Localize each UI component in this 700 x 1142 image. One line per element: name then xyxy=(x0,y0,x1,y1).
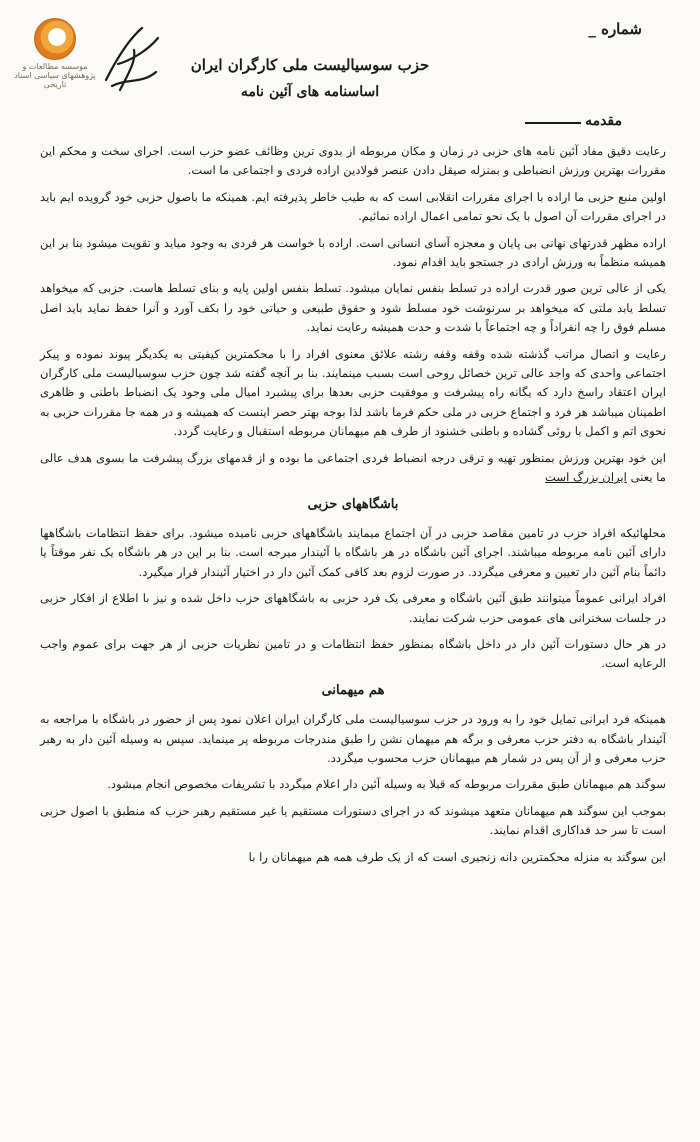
document-number-label: شماره _ xyxy=(588,20,642,38)
intro-paragraph: رعایت دقیق مفاد آئین نامه های حزبی در زمان و مکان مربوطه از بدوی ترین وظائف عضو حزب است. اجرای سخت و محکم این مقررات بهترین ورزش انضباطی و بمنزله صیقل دادن عنصر فولادین اراده فردی و اجتماعی ما است. xyxy=(40,144,666,178)
clubs-paragraph: افراد ایرانی عموماً میتوانند طبق آئین باشگاه و معرفی یک فرد حزبی به باشگاههای حزب داخل شده و نیز با اطلاع از افکار حزبی در جلسات سخنرانی های عمومی حزب شرکت نمایند. xyxy=(40,591,666,625)
clubs-paragraph: محلهائیکه افراد حزب در تامین مقاصد حزبی در آن اجتماع میمایند باشگاههای حزبی نامیده میشود. برای حفظ انتظامات باشگاهها دارای آئین نامه مربوطه میباشند. اجرای آئین باشگاه در هر باشگاه با آئیندار میرجه است. بنا بر این در هر باشگاه یک نفر موقتاً یا دائماً بنام آئین دار تعیین و معرفی میگردد. در صورت لزوم بعد کافی کمک آئین دار در اختیار آئیندار قرار میگیرد. xyxy=(40,525,666,579)
intro-paragraph: رعایت و اتصال مراتب گذشته شده وقفه وقفه رشته علائق معنوی افراد را با محکمترین کیفیتی به یکدیگر پیوند نموده و پیکر اجتماعی واحدی که واجد عالی ترین خصائل روحی است بسبب مینمایند. بنا بر آنچه گفته شد چون حزب سوسیالیست ملی کارگران ایران اعتقاد راسخ دارد که یگانه راه پیشرفت و موفقیت حزبی بعدها برای پیشبرد امیال ملی وجود یک انضباط باطنی و ظاهری اطمینان میباشد هر فرد و اجتماع حزبی در ملی حکم فرما باشد لذا بوجه بهتر حصر اینست که همیشه و در همه جا مقررات حزبی به نحوی اتم و اکمل با روئی گشاده و باطنی خشنود از طرف هم میهمانان مربوطه استقبال و رعایت گردد. xyxy=(40,346,666,439)
section-heading-clubs: باشگاههای حزبی xyxy=(307,496,399,512)
intro-last-text: این خود بهترین ورزش بمنظور تهیه و ترقی درجه انضباط فردی اجتماعی ما بوده و از قدمهای بزرگ پیشرفت ما بسوی هدف عالی ما یعنی xyxy=(40,450,666,485)
party-name: حزب سوسیالیست ملی کارگران ایران xyxy=(190,56,430,74)
document-body xyxy=(40,142,666,874)
intro-paragraph: اولین منبع حزبی ما اراده با اجرای مقررات انقلابی است که به طیب خاطر پذیرفته ایم. همینکه ما باصول حزبی خود گرویده ایم باید در اجرای مقررات آن اصول با یک نحو تمامی اعمال اراده نمائیم. xyxy=(40,189,666,224)
compatriot-paragraph: سوگند هم میهمانان طبق مقررات مربوطه که قبلا به وسیله آئین دار اعلام میگردد با تشریفات مخصوص انجام میشود. xyxy=(107,777,666,792)
compatriot-paragraph: بموجب این سوگند هم میهمانان متعهد میشوند که در اجرای دستورات مستقیم یا غیر مستقیم رهبر حزب که منطبق با اصول حزبی است تا سر حد فداکاری اقدام نمایند. xyxy=(40,803,666,838)
institute-logo-icon xyxy=(8,16,102,89)
logo-emblem xyxy=(34,18,76,60)
clubs-paragraph: در هر حال دستورات آئین دار در داخل باشگاه بمنظور حفظ انتظامات و در تامین نظریات حزبی از هر جهت برای عموم واجب الرعایه است. xyxy=(40,636,666,671)
compatriot-paragraph: همینکه فرد ایرانی تمایل خود را به ورود در حزب سوسیالیست ملی کارگران ایران اعلان نمود پس از حضور در باشگاه با مراجعه به آئیندار باشگاه به دفتر حزب معرفی و برگه هم میهمان نشن را طبق مندرجات مربوطه پر مینماید. سپس به وسیله آئین دار به رهبر حزب معرفی و از آن پس در شمار هم میهمانان حزب محسوب میگردد. xyxy=(40,712,666,765)
document-title: اساسنامه های آئین نامه xyxy=(240,84,380,100)
compatriot-paragraph: این سوگند به منزله محکمترین دانه زنجیری است که از یک طرف همه هم میهمانان را با xyxy=(248,849,666,864)
watermark-text: موسسه مطالعات و پژوهشهای سیاسی اسناد تاریخی xyxy=(14,62,96,89)
intro-paragraph: یکی از عالی ترین صور قدرت اراده در تسلط بنفس نمایان میشود. تسلط بنفس اولین پایه و بنای تسلط هاست. حزبی که میخواهد تسلط یابد ملتی که میخواهد بر سرنوشت خود مسلط شود و حقوق طبیعی و حیاتی خود را بکف آورد و آنرا حفظ نماید باید اصل مسلم فوق را چه انفراداً و چه اجتماعاً با شدت و حدت همیشه رعایت نماید. xyxy=(40,281,666,335)
handwritten-signature-icon xyxy=(98,20,168,98)
intro-paragraph xyxy=(40,449,666,488)
intro-paragraph: اراده مظهر قدرتهای نهانی بی پایان و معجزه آسای انسانی است. اراده با خواست هر فردی به وجود میاید و تقویت میشود بنا بر این همیشه منظماً به ورزش ارادی در جستجو باید اقدام نمود. xyxy=(40,235,666,270)
section-heading-compatriot: هم میهمانی xyxy=(321,682,385,698)
intro-heading: مقدمه xyxy=(585,113,622,129)
underlined-phrase: ایران بزرگ است xyxy=(545,470,627,485)
document-header xyxy=(160,56,460,100)
